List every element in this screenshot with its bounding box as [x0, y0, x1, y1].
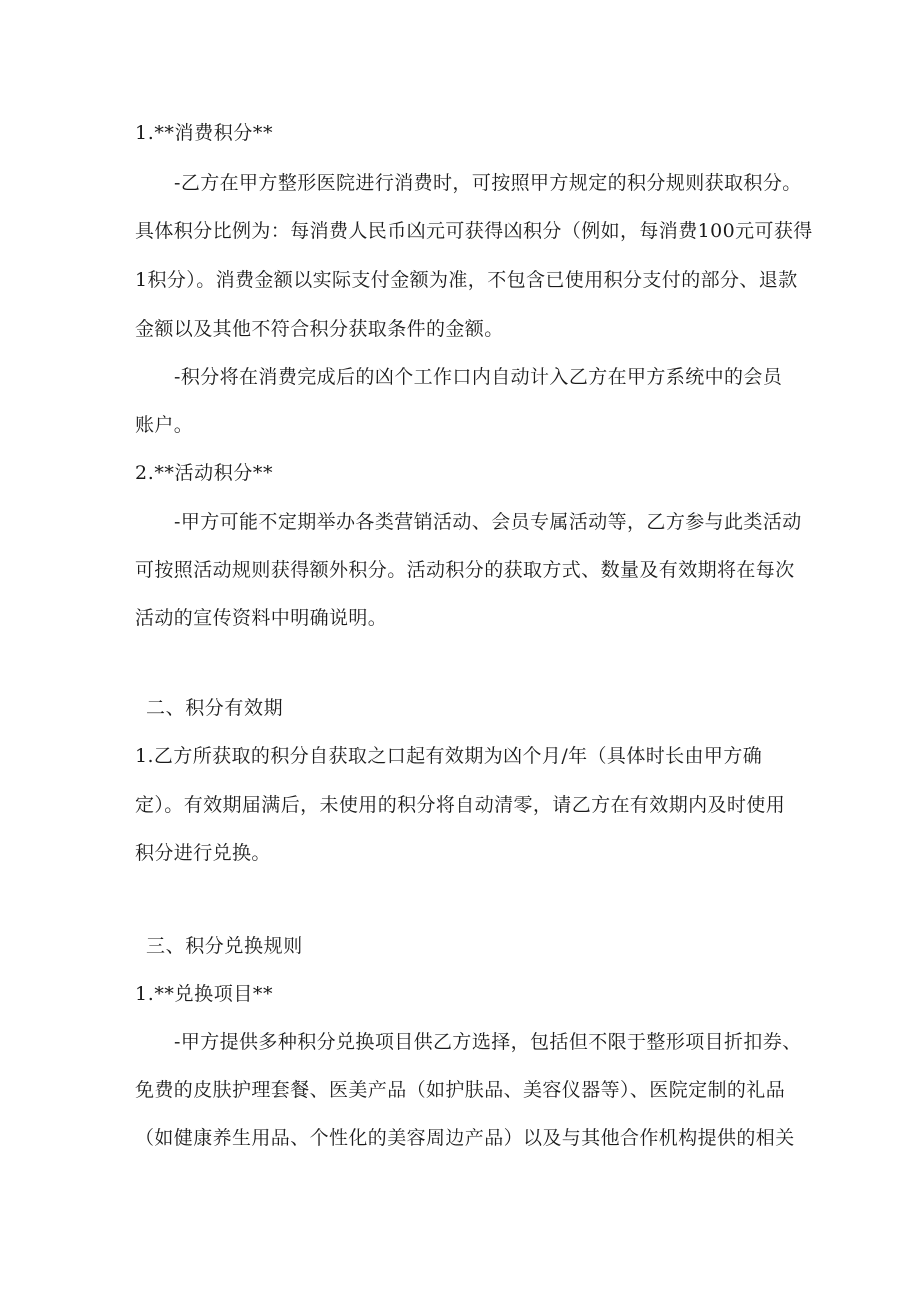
paragraph-line: -积分将在消费完成后的凶个工作口内自动计入乙方在甲方系统中的会员 [174, 366, 783, 388]
paragraph-line: 1.乙方所获取的积分自获取之口起有效期为凶个月/年（具体时长由甲方确 [135, 745, 763, 767]
paragraph-line: 定）。有效期届满后，未使用的积分将自动清零，请乙方在有效期内及时使用 [135, 794, 786, 816]
paragraph-line: 账户。 [135, 414, 194, 436]
paragraph-line: （如健康养生用品、个性化的美容周边产品）以及与其他合作机构提供的相关 [135, 1127, 795, 1149]
paragraph-line: 积分进行兑换。 [135, 842, 271, 864]
paragraph-line: 可按照活动规则获得额外积分。活动积分的获取方式、数量及有效期将在每次 [135, 559, 795, 581]
paragraph-line: 1积分）。消费金额以实际支付金额为准，不包含已使用积分支付的部分、退款 [135, 269, 798, 291]
section-heading-exchange-rules: 三、积分兑换规则 [146, 935, 303, 957]
paragraph-line: 活动的宣传资料中明确说明。 [135, 607, 388, 629]
paragraph-line: -甲方可能不定期举办各类营销活动、会员专属活动等，乙方参与此类活动 [174, 511, 802, 533]
paragraph-line: 免费的皮肤护理套餐、医美产品（如护肤品、美容仪器等）、医院定制的礼品 [135, 1079, 786, 1101]
paragraph-line: -乙方在甲方整形医院进行消费时，可按照甲方规定的积分规则获取积分。 [174, 172, 802, 194]
paragraph-line: 具体积分比例为：每消费人民币凶元可获得凶积分（例如，每消费100元可获得 [135, 220, 813, 242]
paragraph-line: -甲方提供多种积分兑换项目供乙方选择，包括但不限于整形项目折扣券、 [174, 1031, 802, 1053]
sub-heading-exchange-items: 1.**兑换项目** [135, 983, 274, 1005]
section-heading-activity-points: 2.**活动积分** [135, 462, 274, 484]
section-heading-consumption-points: 1.**消费积分** [135, 122, 274, 144]
paragraph-line: 金额以及其他不符合积分获取条件的金额。 [135, 318, 504, 340]
section-heading-validity: 二、积分有效期 [146, 697, 284, 719]
